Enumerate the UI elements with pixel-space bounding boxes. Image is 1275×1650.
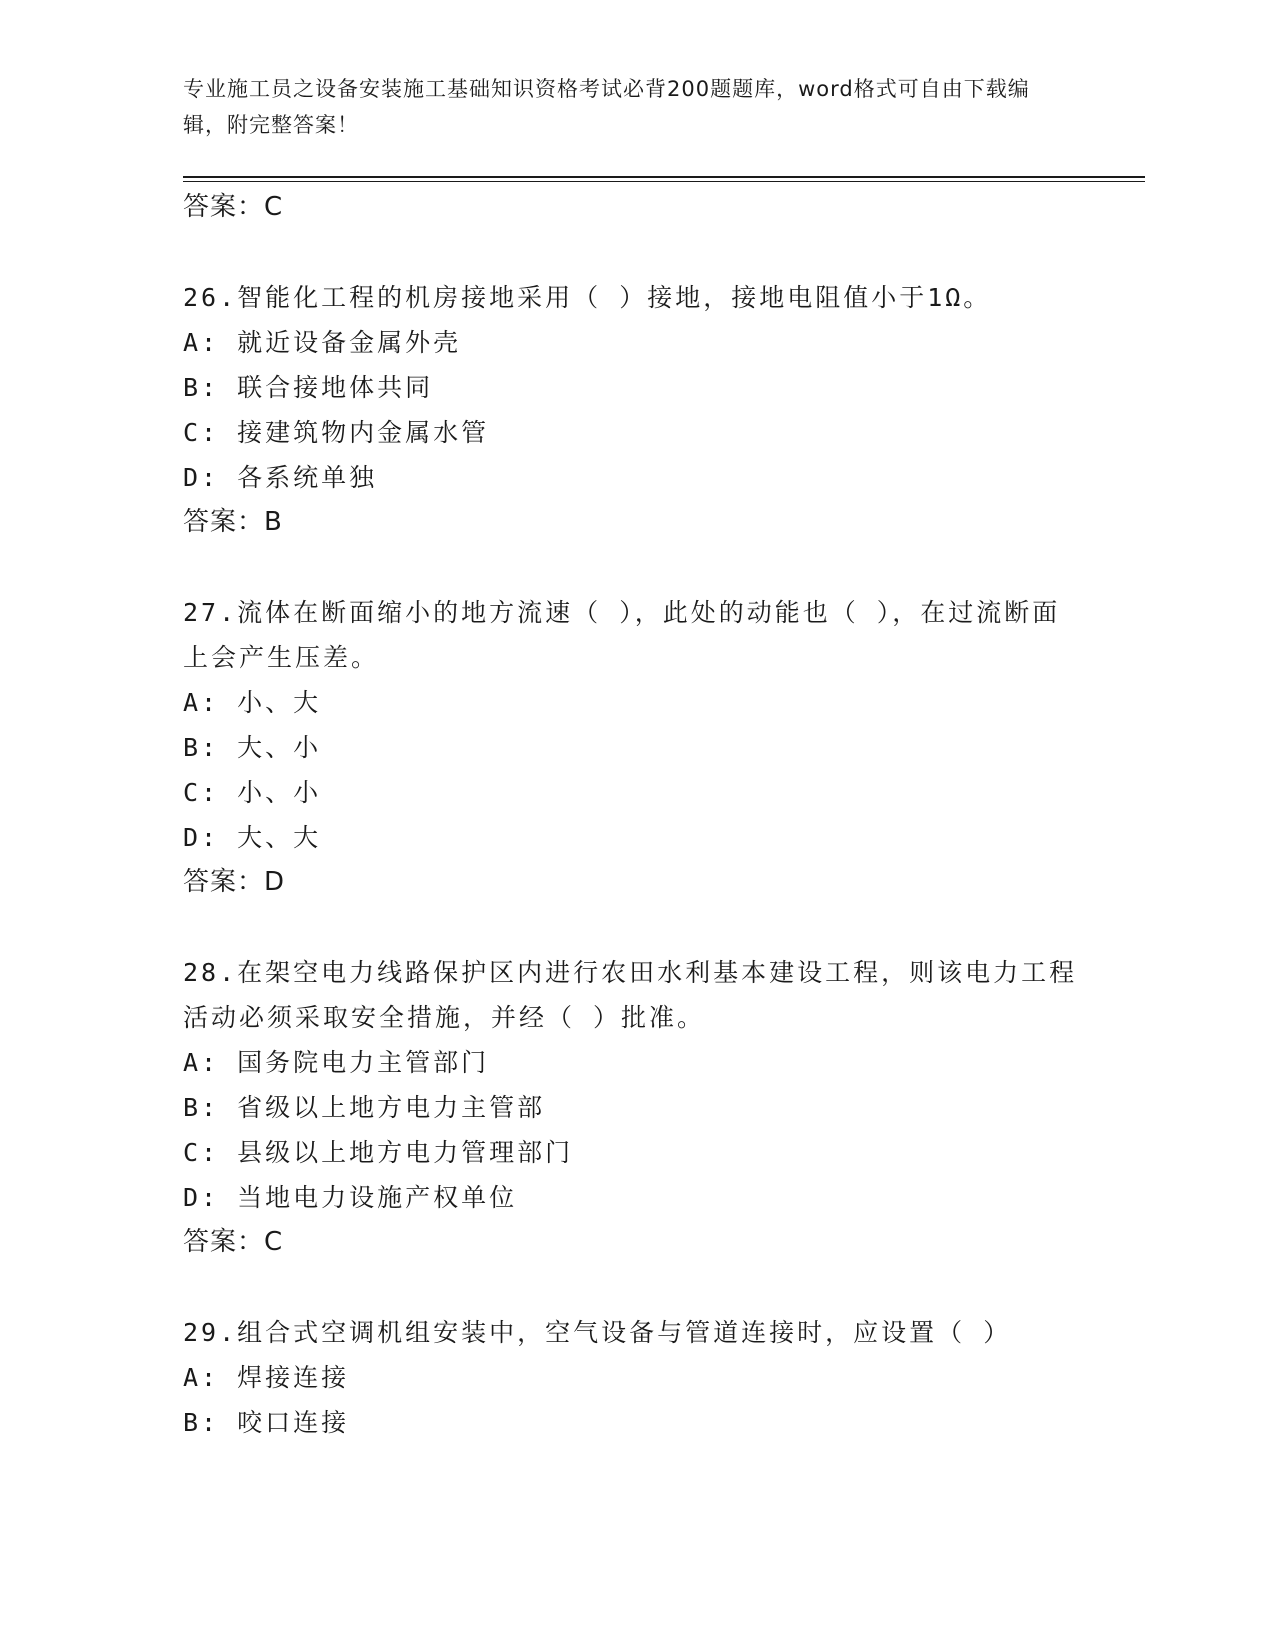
answer: 答案：B: [183, 507, 283, 537]
option-a: A: 小、大: [183, 688, 322, 717]
answer: 答案：C: [183, 1227, 284, 1257]
question-28: [183, 950, 1083, 1265]
header-divider-thick: [183, 176, 1145, 178]
document-header: 专业施工员之设备安装施工基础知识资格考试必背200题题库，word格式可自由下载编辑，附完整答案！: [183, 77, 1030, 137]
question-stem: 27.流体在断面缩小的地方流速（ ），此处的动能也（ ），在过流断面上会产生压差。: [183, 598, 1061, 672]
option-b: B: 省级以上地方电力主管部: [183, 1093, 546, 1122]
question-26: [183, 275, 1083, 545]
question-stem: 26.智能化工程的机房接地采用（ ）接地，接地电阻值小于1Ω。: [183, 283, 992, 312]
question-stem: 28.在架空电力线路保护区内进行农田水利基本建设工程，则该电力工程活动必须采取安全措施，并经（ ）批准。: [183, 958, 1078, 1032]
question-27: [183, 590, 1083, 905]
option-d: D: 各系统单独: [183, 463, 378, 492]
option-c: C: 小、小: [183, 778, 322, 807]
question-stem: 29.组合式空调机组安装中，空气设备与管道连接时，应设置（ ）: [183, 1318, 1012, 1347]
question-29: [183, 1310, 1083, 1445]
option-a: A: 就近设备金属外壳: [183, 328, 462, 357]
previous-answer: 答案：C: [183, 192, 284, 222]
header-divider-thin: [183, 181, 1145, 182]
question-list: [183, 185, 1083, 1445]
option-c: C: 接建筑物内金属水管: [183, 418, 490, 447]
option-c: C: 县级以上地方电力管理部门: [183, 1138, 574, 1167]
answer: 答案：D: [183, 867, 286, 897]
option-a: A: 国务院电力主管部门: [183, 1048, 490, 1077]
option-b: B: 大、小: [183, 733, 322, 762]
option-b: B: 联合接地体共同: [183, 373, 434, 402]
option-d: D: 大、大: [183, 823, 322, 852]
option-d: D: 当地电力设施产权单位: [183, 1183, 518, 1212]
option-b: B: 咬口连接: [183, 1408, 350, 1437]
option-a: A: 焊接连接: [183, 1363, 350, 1392]
